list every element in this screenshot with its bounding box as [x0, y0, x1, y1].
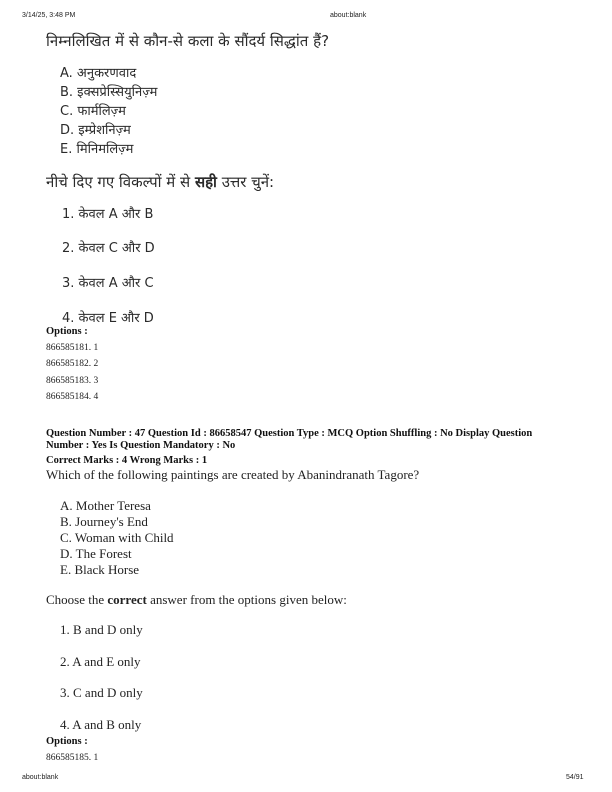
- q1-choose-bold: सही: [194, 173, 217, 191]
- q2-option-id-1: 866585185. 1: [46, 753, 99, 763]
- q2-question-text: Which of the following paintings are created by Abanindranath Tagore?: [46, 467, 420, 482]
- q2-options-label: Options :: [46, 736, 88, 747]
- q1-options-label: Options :: [46, 326, 88, 337]
- q1-option-id-3: 866585183. 3: [46, 376, 99, 386]
- q2-choice-1: 1. B and D only: [60, 622, 143, 637]
- q1-question-text: निम्नलिखित में से कौन-से कला के सौंदर्य सिद्धांत हैं?: [46, 32, 330, 50]
- q1-option-d: D. इम्प्रेशनिज़्म: [60, 123, 131, 138]
- q1-option-id-1: 866585181. 1: [46, 343, 99, 353]
- q1-option-b: B. इक्सप्रेस्सियुनिज़्म: [60, 85, 158, 100]
- q1-option-e: E. मिनिमलिज़्म: [60, 142, 134, 157]
- q1-option-id-4: 866585184. 4: [46, 392, 99, 402]
- q1-option-id-2: 866585182. 2: [46, 359, 99, 369]
- q2-choice-2: 2. A and E only: [60, 654, 141, 669]
- q2-choose-instruction: Choose the correct answer from the options given below:: [46, 592, 347, 607]
- q1-option-a: A. अनुकरणवाद: [60, 66, 137, 81]
- q2-choice-3: 3. C and D only: [60, 685, 143, 700]
- print-datetime: 3/14/25, 3:48 PM: [22, 12, 76, 19]
- q2-meta-line-2: Number : Yes Is Question Mandatory : No: [46, 440, 236, 451]
- q2-option-e: E. Black Horse: [60, 562, 140, 577]
- q2-meta-line-1: Question Number : 47 Question Id : 86658547 Question Type : MCQ Option Shuffling : No Display Question: [46, 428, 533, 439]
- q2-option-c: C. Woman with Child: [60, 530, 174, 545]
- q1-choice-4: 4. केवल E और D: [62, 311, 154, 326]
- print-url: about:blank: [330, 12, 367, 19]
- q2-choose-bold: correct: [107, 592, 147, 607]
- q2-option-a: A. Mother Teresa: [60, 498, 151, 513]
- q1-choice-1: 1. केवल A और B: [62, 207, 154, 222]
- q1-choose-instruction: नीचे दिए गए विकल्पों में से सही उत्तर चुनें:: [46, 173, 275, 191]
- q1-choice-3: 3. केवल A और C: [62, 276, 154, 291]
- footer-url: about:blank: [22, 774, 59, 781]
- q1-choice-2: 2. केवल C और D: [62, 241, 155, 256]
- q1-option-c: C. फार्मलिज़्म: [60, 104, 126, 119]
- q2-option-b: B. Journey's End: [60, 514, 148, 529]
- q2-choice-4: 4. A and B only: [60, 717, 142, 732]
- q2-marks: Correct Marks : 4 Wrong Marks : 1: [46, 455, 208, 466]
- footer-page-number: 54/91: [566, 774, 584, 781]
- q2-option-d: D. The Forest: [60, 546, 132, 561]
